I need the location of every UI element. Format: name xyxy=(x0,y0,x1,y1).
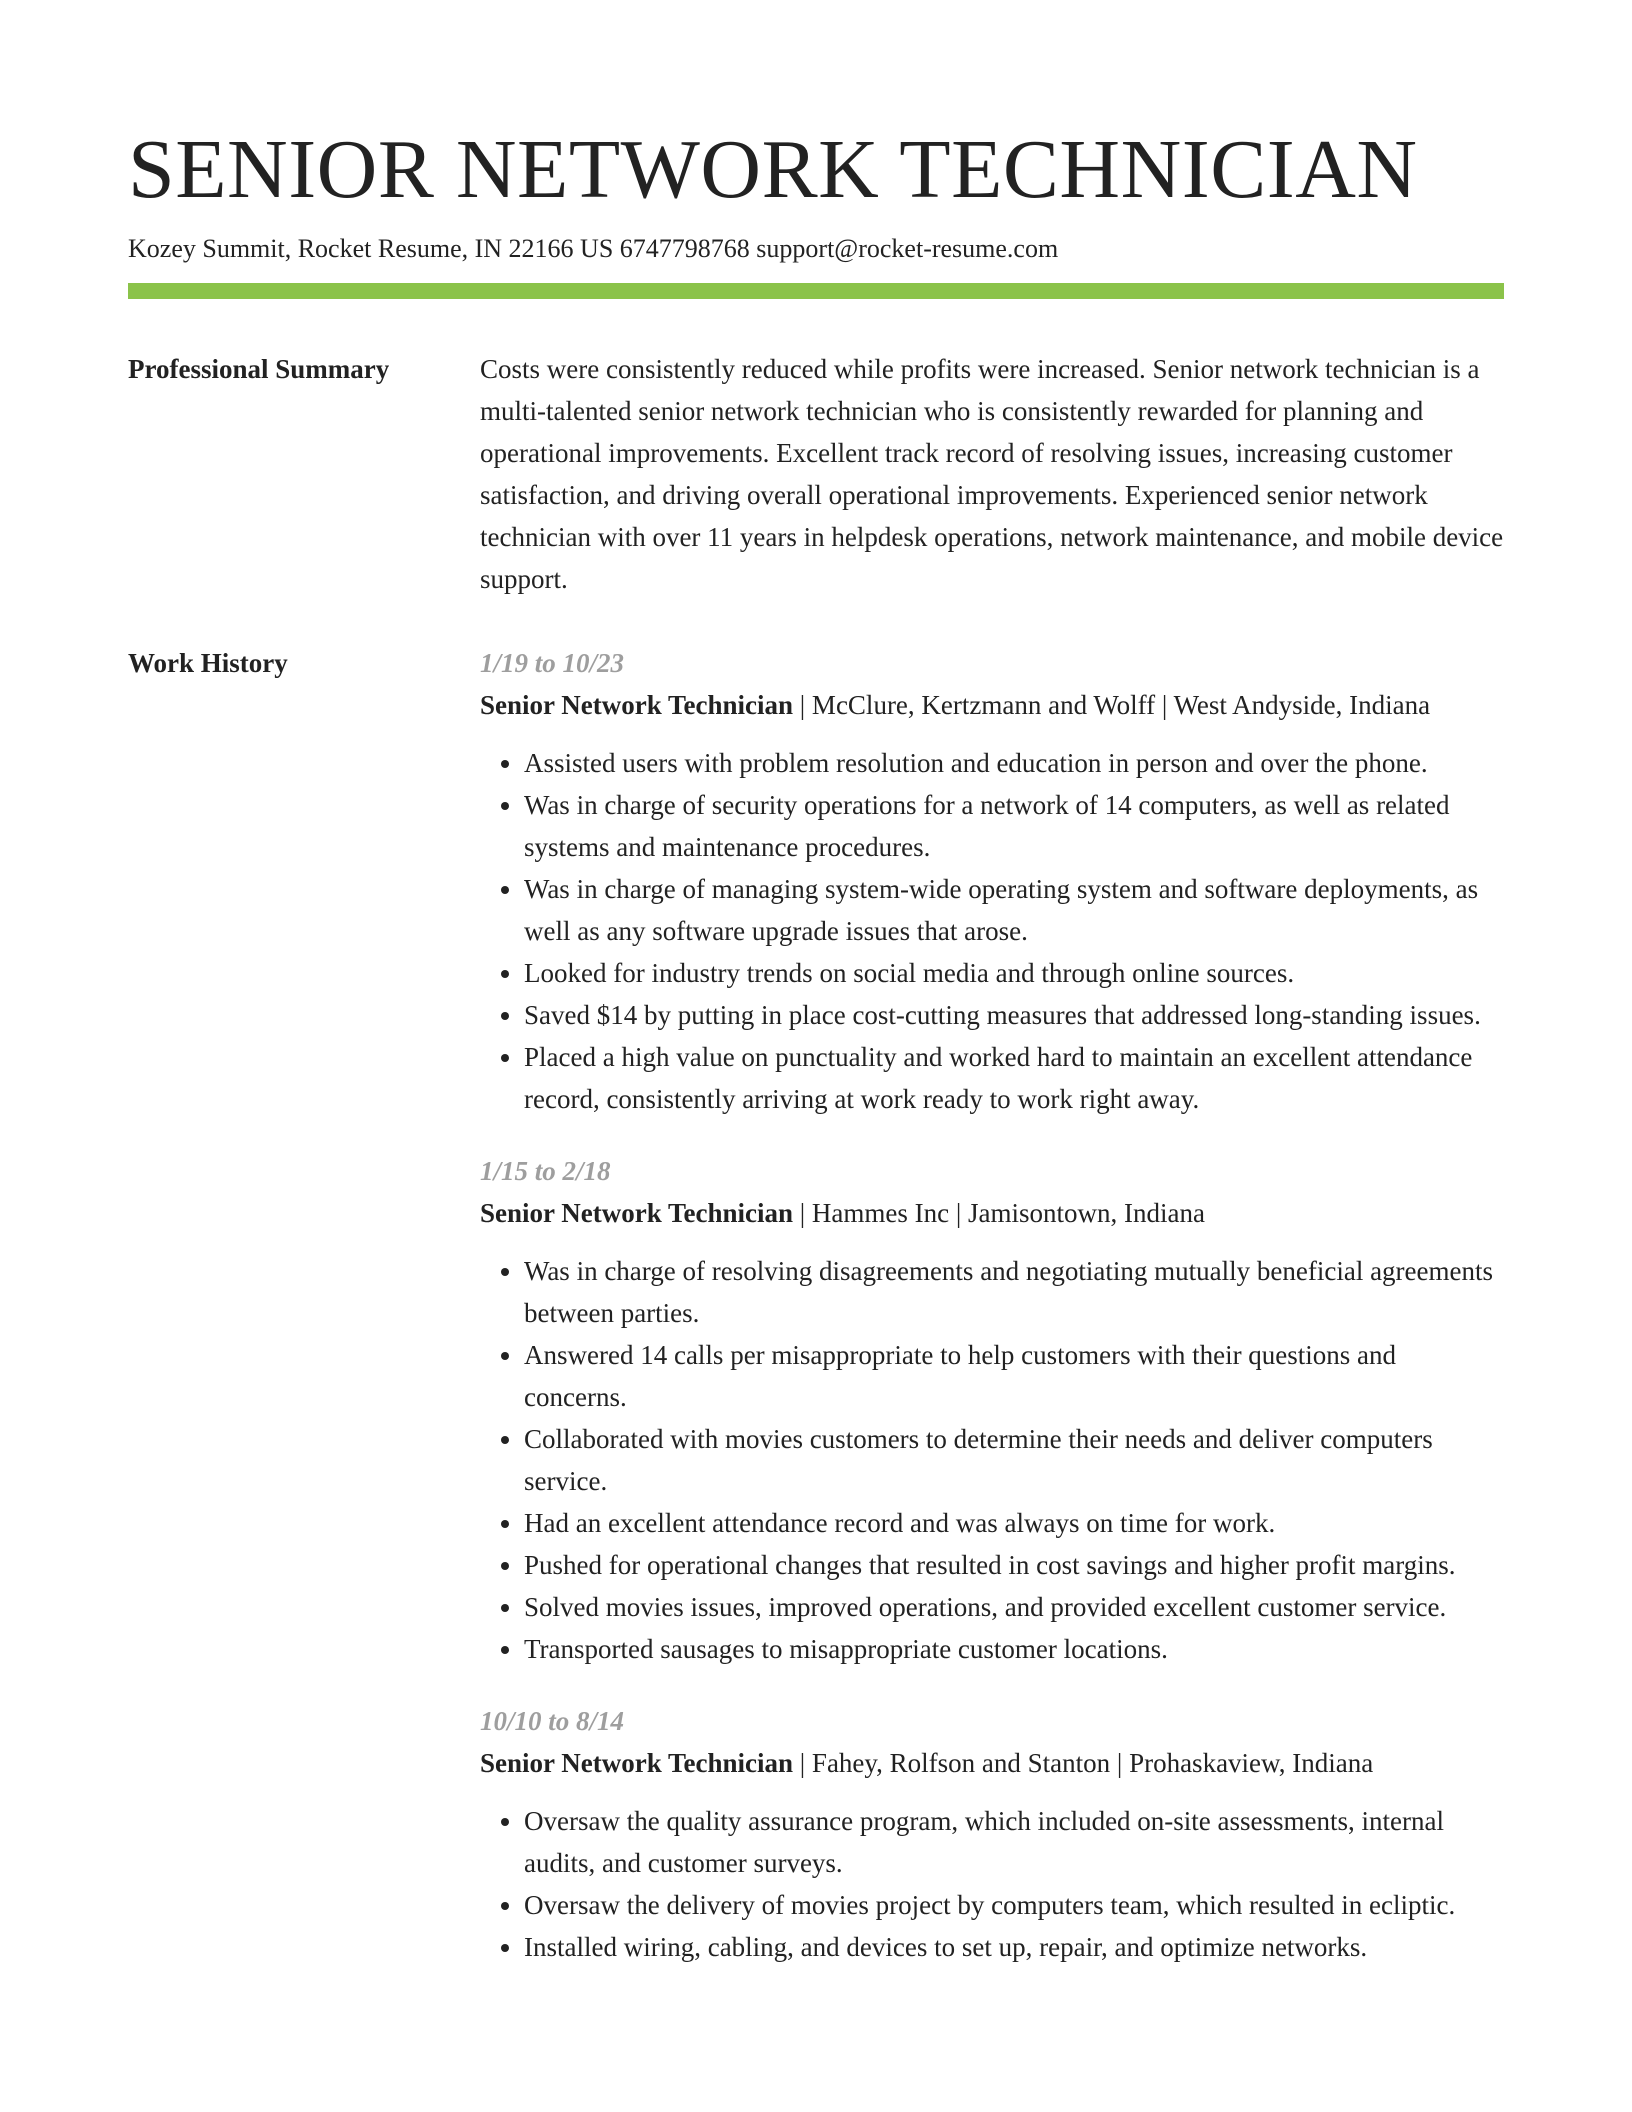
job-heading xyxy=(480,1192,1504,1234)
professional-summary-section xyxy=(128,348,1504,600)
resume-page xyxy=(128,0,1504,1998)
job-heading xyxy=(480,684,1504,726)
job-bullet: • Was in charge of managing system-wide operating system and software deployments, as well as any software upgrade issues that arose. xyxy=(524,868,1504,952)
job-bullet: • Oversaw the delivery of movies project by computers team, which resulted in ecliptic. xyxy=(524,1884,1504,1926)
job-bullet: • Answered 14 calls per misappropriate to help customers with their questions and concerns. xyxy=(524,1334,1504,1418)
section-label-summary: Professional Summary xyxy=(128,354,390,384)
job-bullet: • Saved $14 by putting in place cost-cutting measures that addressed long-standing issues. xyxy=(524,994,1504,1036)
job-dates: 10/10 to 8/14 xyxy=(480,1706,625,1736)
work-history-section xyxy=(128,642,1504,1998)
job-bullet: • Had an excellent attendance record and was always on time for work. xyxy=(524,1502,1504,1544)
job-entry xyxy=(480,1700,1504,1968)
job-details: | Hammes Inc | Jamisontown, Indiana xyxy=(793,1198,1206,1228)
job-dates: 1/15 to 2/18 xyxy=(480,1156,611,1186)
job-bullet: • Solved movies issues, improved operations, and provided excellent customer service. xyxy=(524,1586,1504,1628)
job-dates: 1/19 to 10/23 xyxy=(480,648,625,678)
job-bullet: • Was in charge of resolving disagreements and negotiating mutually beneficial agreements between parties. xyxy=(524,1250,1504,1334)
job-entry xyxy=(480,642,1504,1120)
job-role: Senior Network Technician xyxy=(480,1198,794,1228)
job-bullet-list xyxy=(480,1800,1504,1968)
work-history-body xyxy=(480,642,1504,1998)
contact-line: Kozey Summit, Rocket Resume, IN 22166 US 6747798768 support@rocket-resume.com xyxy=(128,234,1059,263)
resume-title: SENIOR NETWORK TECHNICIAN xyxy=(128,123,1418,216)
job-bullet: • Placed a high value on punctuality and worked hard to maintain an excellent attendance record, consistently arriving at work ready to work right away. xyxy=(524,1036,1504,1120)
job-bullet: • Oversaw the quality assurance program, which included on-site assessments, internal audits, and customer surveys. xyxy=(524,1800,1504,1884)
job-bullet: • Was in charge of security operations for a network of 14 computers, as well as related systems and maintenance procedures. xyxy=(524,784,1504,868)
job-role: Senior Network Technician xyxy=(480,1748,794,1778)
job-bullet: • Collaborated with movies customers to determine their needs and deliver computers service. xyxy=(524,1418,1504,1502)
job-details: | McClure, Kertzmann and Wolff | West Andyside, Indiana xyxy=(793,690,1431,720)
job-bullet: • Assisted users with problem resolution and education in person and over the phone. xyxy=(524,742,1504,784)
job-bullet: • Looked for industry trends on social media and through online sources. xyxy=(524,952,1504,994)
summary-text: Costs were consistently reduced while profits were increased. Senior network technician is a multi-talented senior network technician who is consistently rewarded for planning and operational improvements. Excellent track record of resolving issues, increasing customer satisfaction, and driving overall operational improvements. Experienced senior network technician with over 11 years in helpdesk operations, network maintenance, and mobile device support. xyxy=(480,354,1504,594)
section-label-work-history: Work History xyxy=(128,648,288,678)
job-details: | Fahey, Rolfson and Stanton | Prohaskaview, Indiana xyxy=(793,1748,1374,1778)
job-bullet: • Pushed for operational changes that resulted in cost savings and higher profit margins. xyxy=(524,1544,1504,1586)
job-entry xyxy=(480,1150,1504,1670)
job-bullet-list xyxy=(480,1250,1504,1670)
job-bullet: • Transported sausages to misappropriate customer locations. xyxy=(524,1628,1504,1670)
job-role: Senior Network Technician xyxy=(480,690,794,720)
job-heading xyxy=(480,1742,1504,1784)
accent-divider xyxy=(128,283,1504,299)
summary-body xyxy=(480,348,1504,600)
job-bullet: • Installed wiring, cabling, and devices to set up, repair, and optimize networks. xyxy=(524,1926,1504,1968)
job-bullet-list xyxy=(480,742,1504,1120)
